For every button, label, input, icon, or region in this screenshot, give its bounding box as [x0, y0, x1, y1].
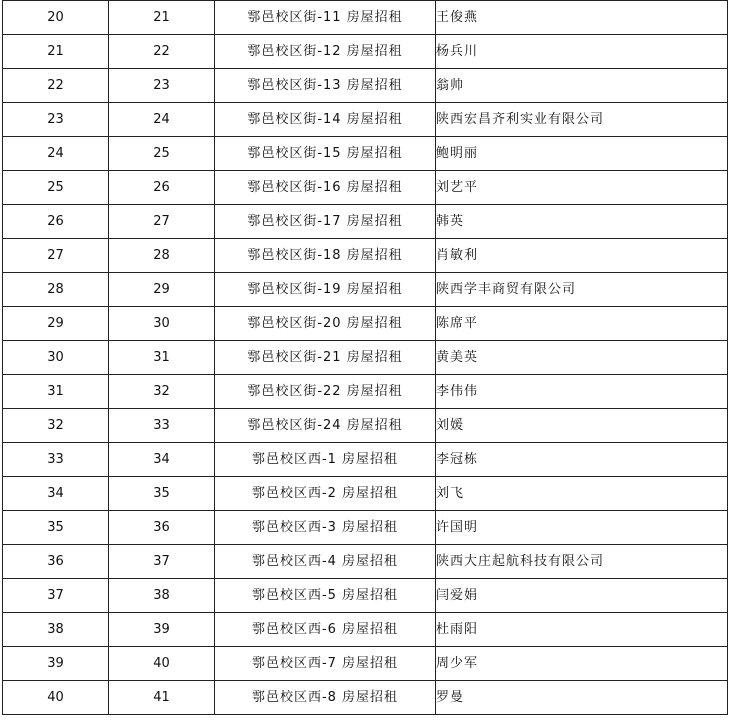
item-name-cell: 鄠邑校区西-3 房屋招租	[215, 511, 436, 545]
winner-cell: 王俊燕	[436, 1, 728, 35]
item-name-cell: 鄠邑校区街-11 房屋招租	[215, 1, 436, 35]
row-sequence-cell: 23	[3, 103, 109, 137]
item-name-cell: 鄠邑校区街-17 房屋招租	[215, 205, 436, 239]
item-name-cell: 鄠邑校区街-19 房屋招租	[215, 273, 436, 307]
winner-cell: 许国明	[436, 511, 728, 545]
item-name-cell: 鄠邑校区街-16 房屋招租	[215, 171, 436, 205]
table-row	[3, 681, 728, 715]
item-number-cell: 36	[109, 511, 215, 545]
table-row	[3, 409, 728, 443]
item-name-cell: 鄠邑校区西-6 房屋招租	[215, 613, 436, 647]
winner-cell: 陕西大庄起航科技有限公司	[436, 545, 728, 579]
table-row	[3, 511, 728, 545]
item-number-cell: 22	[109, 35, 215, 69]
row-sequence-cell: 32	[3, 409, 109, 443]
table-row	[3, 307, 728, 341]
row-sequence-cell: 31	[3, 375, 109, 409]
row-sequence-cell: 28	[3, 273, 109, 307]
item-number-cell: 27	[109, 205, 215, 239]
row-sequence-cell: 39	[3, 647, 109, 681]
item-name-cell: 鄠邑校区街-14 房屋招租	[215, 103, 436, 137]
item-number-cell: 39	[109, 613, 215, 647]
winner-cell: 肖敏利	[436, 239, 728, 273]
table-row	[3, 205, 728, 239]
winner-cell: 翁帅	[436, 69, 728, 103]
item-number-cell: 29	[109, 273, 215, 307]
item-name-cell: 鄠邑校区街-15 房屋招租	[215, 137, 436, 171]
table-row	[3, 273, 728, 307]
row-sequence-cell: 29	[3, 307, 109, 341]
item-name-cell: 鄠邑校区街-20 房屋招租	[215, 307, 436, 341]
winner-cell: 李冠栋	[436, 443, 728, 477]
item-number-cell: 23	[109, 69, 215, 103]
results-table	[2, 0, 728, 715]
row-sequence-cell: 35	[3, 511, 109, 545]
row-sequence-cell: 27	[3, 239, 109, 273]
item-number-cell: 31	[109, 341, 215, 375]
item-number-cell: 21	[109, 1, 215, 35]
table-row	[3, 579, 728, 613]
winner-cell: 周少军	[436, 647, 728, 681]
winner-cell: 闫爱娟	[436, 579, 728, 613]
winner-cell: 罗曼	[436, 681, 728, 715]
row-sequence-cell: 40	[3, 681, 109, 715]
table-row	[3, 35, 728, 69]
winner-cell: 杜雨阳	[436, 613, 728, 647]
table-row	[3, 171, 728, 205]
row-sequence-cell: 25	[3, 171, 109, 205]
table-row	[3, 443, 728, 477]
item-number-cell: 34	[109, 443, 215, 477]
winner-cell: 鲍明丽	[436, 137, 728, 171]
row-sequence-cell: 38	[3, 613, 109, 647]
row-sequence-cell: 36	[3, 545, 109, 579]
table-row	[3, 341, 728, 375]
item-number-cell: 30	[109, 307, 215, 341]
row-sequence-cell: 20	[3, 1, 109, 35]
item-number-cell: 32	[109, 375, 215, 409]
item-name-cell: 鄠邑校区街-24 房屋招租	[215, 409, 436, 443]
row-sequence-cell: 30	[3, 341, 109, 375]
item-number-cell: 38	[109, 579, 215, 613]
winner-cell: 李伟伟	[436, 375, 728, 409]
item-number-cell: 41	[109, 681, 215, 715]
row-sequence-cell: 37	[3, 579, 109, 613]
table-row	[3, 375, 728, 409]
item-name-cell: 鄠邑校区西-2 房屋招租	[215, 477, 436, 511]
table-row	[3, 239, 728, 273]
item-number-cell: 37	[109, 545, 215, 579]
item-name-cell: 鄠邑校区西-1 房屋招租	[215, 443, 436, 477]
row-sequence-cell: 34	[3, 477, 109, 511]
item-name-cell: 鄠邑校区街-21 房屋招租	[215, 341, 436, 375]
table-row	[3, 647, 728, 681]
item-number-cell: 26	[109, 171, 215, 205]
winner-cell: 陕西宏昌齐利实业有限公司	[436, 103, 728, 137]
item-name-cell: 鄠邑校区西-8 房屋招租	[215, 681, 436, 715]
row-sequence-cell: 21	[3, 35, 109, 69]
item-number-cell: 24	[109, 103, 215, 137]
row-sequence-cell: 26	[3, 205, 109, 239]
table-row	[3, 69, 728, 103]
results-table-body	[3, 1, 728, 715]
table-row	[3, 613, 728, 647]
table-row	[3, 477, 728, 511]
winner-cell: 韩英	[436, 205, 728, 239]
winner-cell: 陈席平	[436, 307, 728, 341]
item-number-cell: 25	[109, 137, 215, 171]
item-name-cell: 鄠邑校区街-22 房屋招租	[215, 375, 436, 409]
item-name-cell: 鄠邑校区街-12 房屋招租	[215, 35, 436, 69]
item-number-cell: 28	[109, 239, 215, 273]
item-name-cell: 鄠邑校区西-5 房屋招租	[215, 579, 436, 613]
table-row	[3, 103, 728, 137]
winner-cell: 黄美英	[436, 341, 728, 375]
table-row	[3, 1, 728, 35]
row-sequence-cell: 24	[3, 137, 109, 171]
item-name-cell: 鄠邑校区西-7 房屋招租	[215, 647, 436, 681]
winner-cell: 刘飞	[436, 477, 728, 511]
row-sequence-cell: 33	[3, 443, 109, 477]
row-sequence-cell: 22	[3, 69, 109, 103]
winner-cell: 刘媛	[436, 409, 728, 443]
item-name-cell: 鄠邑校区西-4 房屋招租	[215, 545, 436, 579]
winner-cell: 杨兵川	[436, 35, 728, 69]
item-name-cell: 鄠邑校区街-13 房屋招租	[215, 69, 436, 103]
table-row	[3, 545, 728, 579]
item-number-cell: 35	[109, 477, 215, 511]
item-number-cell: 33	[109, 409, 215, 443]
winner-cell: 陕西学丰商贸有限公司	[436, 273, 728, 307]
winner-cell: 刘艺平	[436, 171, 728, 205]
item-number-cell: 40	[109, 647, 215, 681]
table-row	[3, 137, 728, 171]
item-name-cell: 鄠邑校区街-18 房屋招租	[215, 239, 436, 273]
